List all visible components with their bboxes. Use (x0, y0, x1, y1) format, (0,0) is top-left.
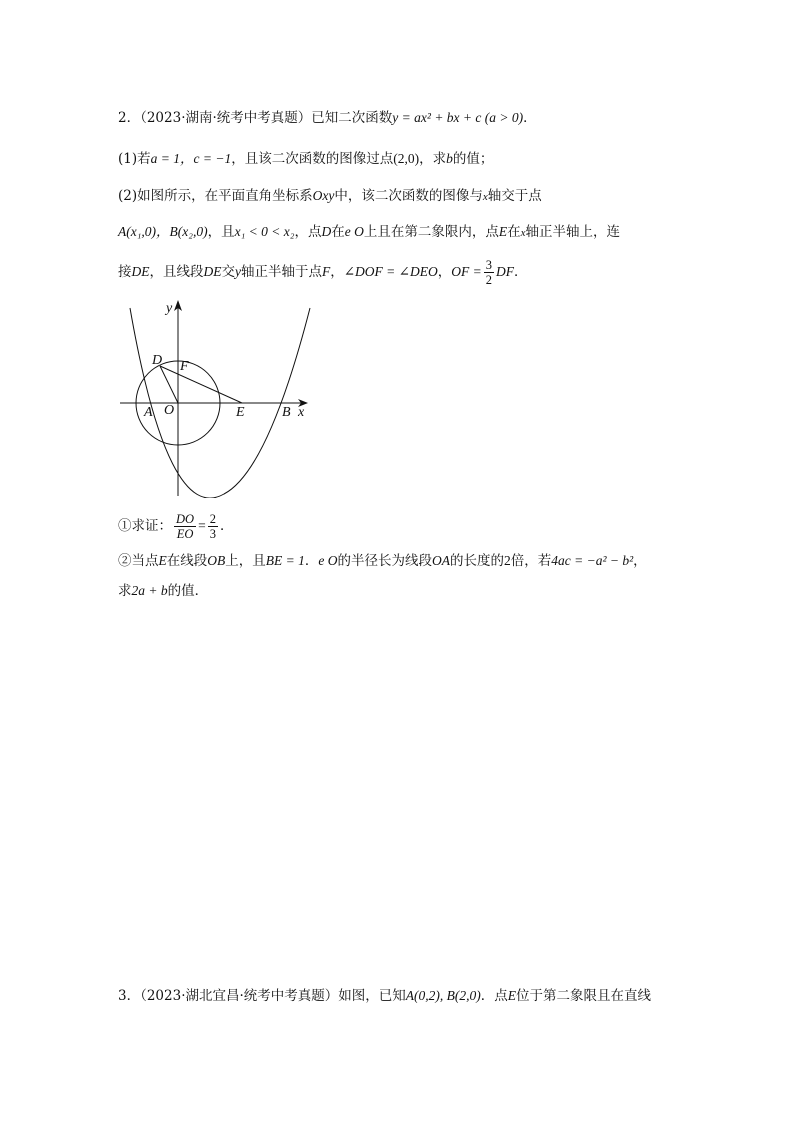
part1-point: (2,0) (393, 151, 420, 166)
segment-DO (160, 366, 178, 403)
p2l3-fraction (484, 258, 494, 287)
sub2-e: 的半径长为线段 (337, 553, 432, 569)
label-E: E (236, 405, 245, 420)
q2-sub1 (118, 512, 233, 541)
p2l2-c: 在 (331, 224, 345, 240)
p2l3-num: 3 (485, 258, 492, 272)
p2l1-x: x (482, 191, 488, 203)
part1-condition: a = 1，c = −1 (150, 151, 232, 166)
label-F: F (180, 359, 189, 374)
p2l3-d: 轴正半轴于点 (241, 264, 322, 280)
label-B: B (282, 405, 291, 420)
p2l1-a: 如图所示，在平面直角坐标系 (137, 188, 313, 204)
q2-sub2-line2 (118, 581, 208, 601)
q2-stem-prefix: 已知二次函数 (311, 110, 393, 126)
sub2-d: ． (304, 553, 319, 569)
sub1-fraction-left (174, 512, 196, 541)
p2l3-f: ， (437, 264, 452, 280)
p2l3-OF: OF = (451, 264, 482, 279)
sub2-a: 当点 (131, 553, 159, 569)
sub2-h: ， (633, 553, 647, 569)
q3-E: E (507, 988, 517, 1003)
q2-part1 (118, 149, 493, 169)
p2l2-circle: e O (344, 224, 364, 239)
sub1-num: DO (176, 512, 195, 526)
sub2-c: 上，且 (225, 553, 266, 569)
p2l2-e: 在 (507, 224, 521, 240)
p2l2-f: 轴正半轴上，连 (525, 224, 620, 240)
p2l3-b: ，且线段 (149, 264, 204, 280)
p2l3-angles: ∠DOF = ∠DEO (343, 264, 438, 279)
q2-formula: y = ax² + bx + c (a > 0) (392, 110, 524, 125)
p2l3-g: ． (513, 264, 528, 280)
p2l3-den: 2 (485, 273, 492, 287)
label-x: x (298, 405, 305, 420)
p2l2-x: x (520, 227, 526, 239)
label-A: A (144, 405, 153, 420)
part2-label: (2) (118, 188, 138, 204)
sub2-OA: OA (431, 553, 450, 568)
sub2-circle: e O (318, 553, 338, 568)
q3-source: （2023·湖北宜昌·统考中考真题） (140, 988, 339, 1004)
part1-text-d: 的值； (452, 151, 494, 167)
p2l1-c: 轴交于点 (487, 188, 542, 204)
sub2l2-a: 求 (118, 583, 132, 599)
sub2-OB: OB (207, 553, 226, 568)
p2l3-e: ， (330, 264, 344, 280)
part1-text-a: 若 (137, 151, 151, 167)
q2-part2-line2 (118, 222, 620, 243)
sub1-end: ． (219, 518, 234, 534)
q2-source: （2023·湖南·统考中考真题） (140, 110, 312, 126)
parabola-circle-figure (118, 296, 318, 498)
sub1-text: 求证： (131, 518, 172, 534)
p2l2-d: 上且在第二象限内，点 (363, 224, 499, 240)
p2l2-D: D (321, 224, 332, 239)
q3-text-b: ．点 (480, 988, 508, 1004)
q2-number: 2． (118, 110, 141, 126)
sub2-E: E (158, 553, 167, 568)
p2l2-E: E (498, 224, 508, 239)
p2l3-DE: DE (131, 264, 150, 279)
sub2-label: ② (118, 553, 132, 569)
sub2-g: 倍，若 (510, 553, 552, 569)
sub1-eq: = (198, 518, 206, 533)
label-O: O (164, 403, 175, 418)
p2l3-c: 交 (221, 264, 235, 280)
sub2-f: 的长度的 (449, 553, 504, 569)
sub1-rden: 3 (209, 527, 216, 541)
q2-stem (118, 108, 537, 128)
q3-points: A(0,2), B(2,0) (405, 988, 481, 1003)
label-y: y (166, 301, 173, 316)
sub2-b: 在线段 (166, 553, 208, 569)
part1-text-b: ，且该二次函数的图像过点 (231, 151, 394, 167)
p2l3-F: F (322, 264, 331, 279)
sub1-rnum: 2 (209, 512, 216, 526)
q2-part2-line3 (118, 258, 527, 287)
q2-stem-end: ． (523, 110, 537, 126)
q3-text-a: 如图，已知 (338, 988, 406, 1004)
segment-DE (160, 366, 242, 403)
sub2-two: 2 (503, 553, 511, 568)
part1-var: b (446, 151, 453, 166)
q2-sub2-line1 (118, 551, 647, 571)
p2l2-points: A(x₁,0)，B(x₂,0) (118, 224, 208, 239)
p2l1-b: 中，该二次函数的图像与 (334, 188, 483, 204)
p2l3-y: y (235, 264, 241, 279)
p2l2-a: ，且 (207, 224, 235, 240)
sub2l2-expr: 2a + b (131, 583, 168, 598)
part1-label: (1) (118, 151, 138, 167)
p2l3-DE2: DE (203, 264, 222, 279)
q3-number: 3． (118, 988, 141, 1004)
sub2l2-b: 的值． (167, 583, 209, 599)
sub1-fraction-right (208, 512, 218, 541)
p2l2-cond: x₁ < 0 < x₂ (234, 224, 295, 239)
p2l3-a: 接 (118, 264, 132, 280)
sub2-cond: 4ac = −a² − b² (551, 553, 634, 568)
p2l2-b: ，点 (294, 224, 322, 240)
q3-text-c: 位于第二象限且在直线 (516, 988, 652, 1004)
p2l1-sys: Oxy (312, 188, 335, 203)
part1-text-c: ，求 (419, 151, 447, 167)
sub1-den: EO (176, 527, 194, 541)
sub1-label: ① (118, 518, 132, 534)
q3-stem (118, 986, 651, 1006)
label-D: D (152, 353, 163, 368)
q2-part2-line1 (118, 186, 542, 207)
sub2-BE: BE = 1 (265, 553, 305, 568)
p2l3-DF: DF (495, 264, 514, 279)
